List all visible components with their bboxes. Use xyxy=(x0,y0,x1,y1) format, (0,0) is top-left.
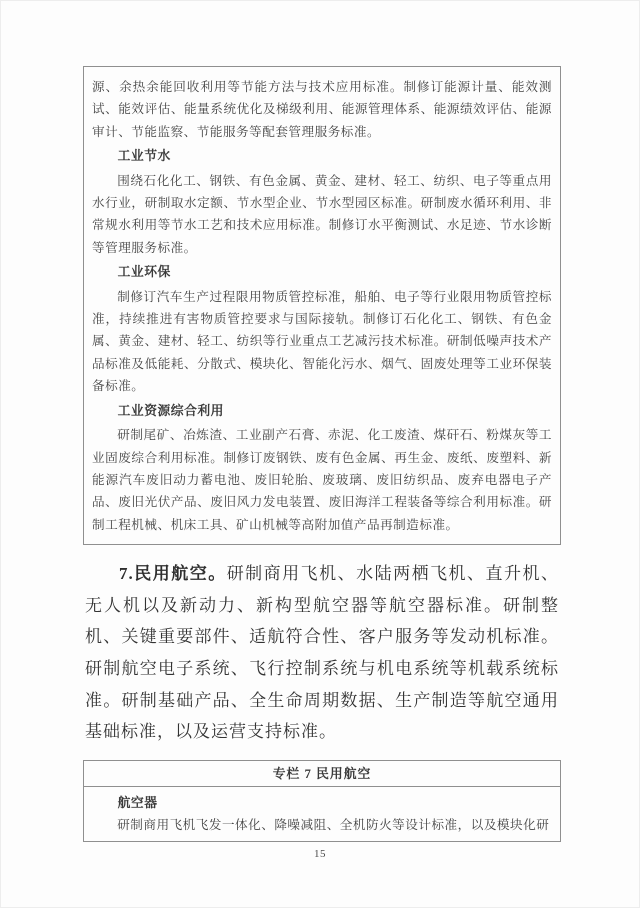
column-box-body xyxy=(84,787,560,841)
section-heading-environment: 工业环保 xyxy=(117,265,171,280)
paragraph-civil-aviation xyxy=(85,558,559,748)
box-intro-paragraph: 源、余热余能回收利用等节能方法与技术应用标准。制修订能源计量、能效测试、能效评估、能量系统优化及梯级利用、能源管理体系、能源绩效评估、能源审计、节能监察、节能服务等配套管理服务标准。 xyxy=(92,80,552,139)
section-body-water-saving: 围绕石化化工、钢铁、有色金属、黄金、建材、轻工、纺织、电子等重点用水行业，研制取水定额、节水型企业、节水型园区标准。研制废水循环利用、非常规水利用等节水工艺和技术应用标准。制修订水平衡测试、水足迹、节水诊断等管理服务标准。 xyxy=(92,173,552,255)
page-number: 15 xyxy=(314,848,326,860)
subheading-aircraft: 航空器 xyxy=(117,795,158,810)
column-box-energy-continuation xyxy=(83,66,561,545)
column-box-title: 专栏 7 民用航空 xyxy=(84,761,560,787)
section-heading-resource-utilization: 工业资源综合利用 xyxy=(117,403,224,418)
paragraph-body-text: 研制商用飞机、水陆两栖飞机、直升机、无人机以及新动力、新构型航空器等航空器标准。研制整机、关键重要部件、适航符合性、客户服务等发动机标准。研制航空电子系统、飞行控制系统与机电系统等机载系统标准。研制基础产品、全生命周期数据、生产制造等航空通用基础标准，以及运营支持标准。 xyxy=(85,564,560,742)
section-heading-water-saving: 工业节水 xyxy=(117,149,171,164)
section-body-resource-utilization: 研制尾矿、冶炼渣、工业副产石膏、赤泥、化工废渣、煤矸石、粉煤灰等工业固废综合利用标准。制修订废钢铁、废有色金属、再生金、废纸、废塑料、新能源汽车废旧动力蓄电池、废旧轮胎、废玻璃、废旧纺织品、废弃电器电子产品、废旧光伏产品、废旧风力发电装置、废旧海洋工程装备等综合利用标准。研制工程机械、机床工具、矿山机械等高附加值产品再制造标准。 xyxy=(92,428,552,532)
aircraft-body-line: 研制商用飞机飞发一体化、降噪减阻、全机防火等设计标准，以及模块化研 xyxy=(117,817,550,832)
content-column xyxy=(83,0,561,842)
section-body-environment: 制修订汽车生产过程限用物质管控标准，船舶、电子等行业限用物质管控标准，持续推进有害物质管控要求与国际接轨。制修订石化化工、钢铁、有色金属、黄金、建材、轻工、纺织等行业重点工艺减污技术标准。研制低噪声技术产品标准及低能耗、分散式、模块化、智能化污水、烟气、固废处理等工业环保装备标准。 xyxy=(92,289,552,394)
paragraph-lead-label: 7.民用航空。 xyxy=(119,564,227,584)
column-box-civil-aviation xyxy=(83,760,561,842)
